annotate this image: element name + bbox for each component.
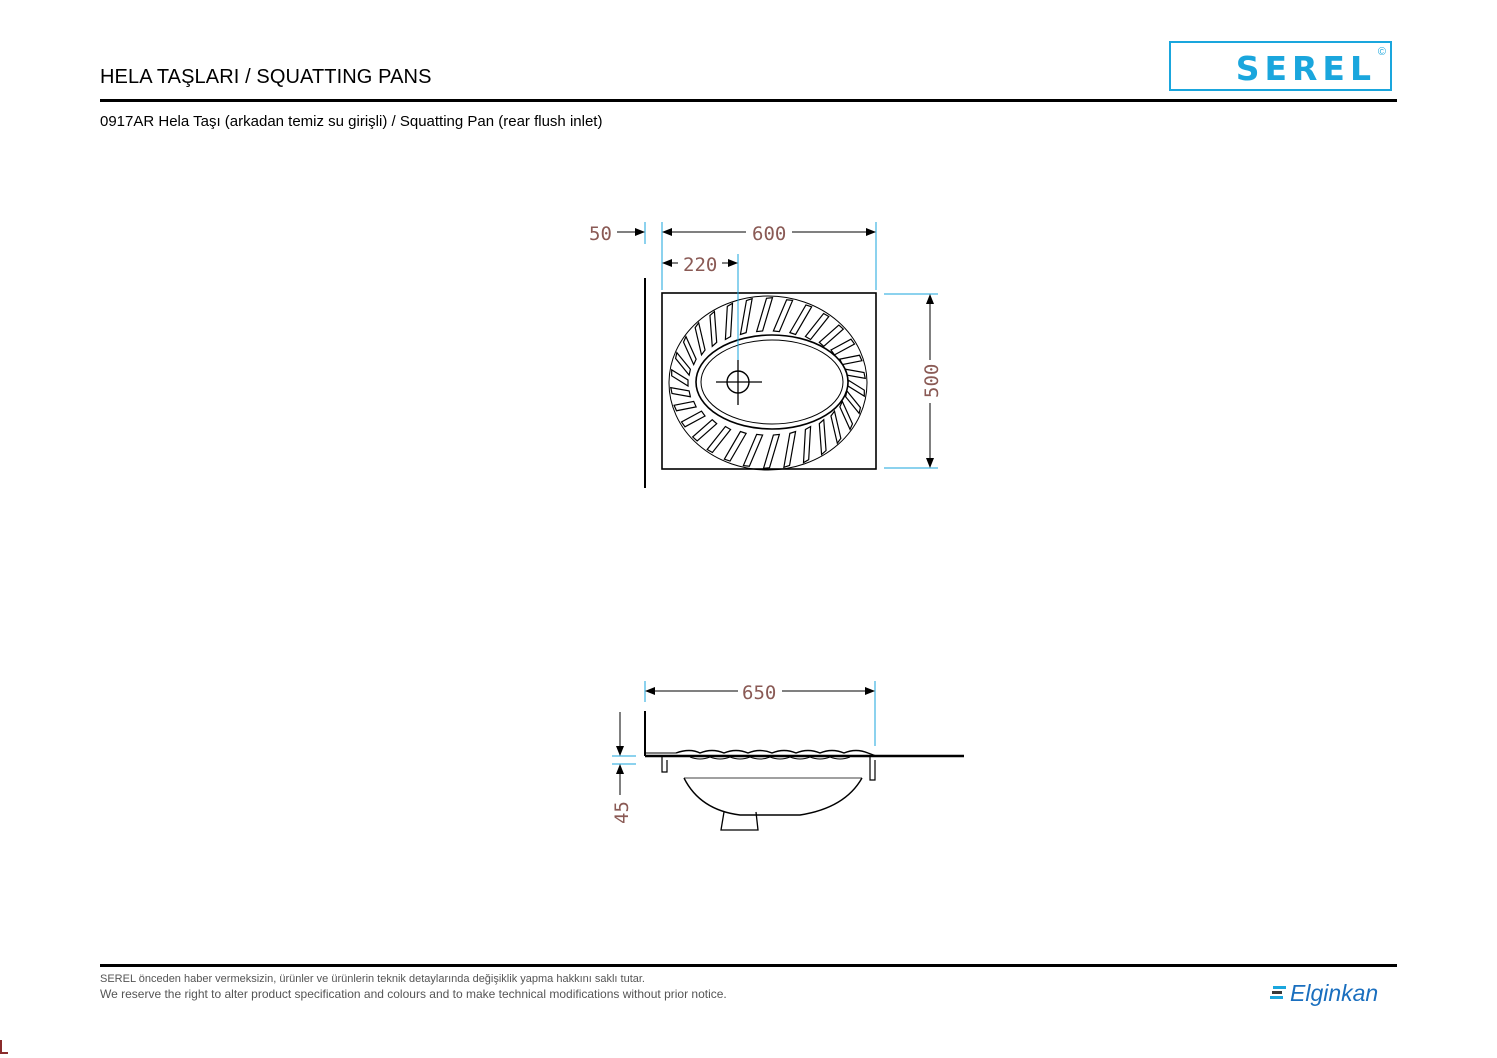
rib (831, 411, 841, 443)
dim-length: 650 (742, 682, 777, 704)
rib (790, 305, 812, 335)
corner-crop-mark (0, 1040, 8, 1054)
rib (846, 369, 866, 378)
rib (819, 420, 826, 455)
page-title: HELA TAŞLARI / SQUATTING PANS (100, 66, 432, 88)
rib (831, 339, 855, 355)
logo-text: SEREL (1235, 49, 1376, 88)
rib (725, 303, 732, 339)
footer-rule (100, 964, 1397, 967)
product-subtitle: 0917AR Hela Taşı (arkadan temiz su girişli) / Squatting Pan (rear flush inlet) (100, 113, 603, 130)
rib (693, 420, 717, 441)
rib (676, 353, 691, 376)
dim-height: 45 (611, 801, 633, 824)
dim-drain: 220 (683, 254, 718, 276)
top-view (589, 222, 943, 488)
rib (671, 388, 691, 397)
rib (805, 314, 828, 340)
rib (840, 355, 862, 364)
rib (848, 380, 864, 396)
rib (707, 427, 730, 453)
rib (684, 337, 697, 365)
rib (743, 434, 762, 466)
rib (803, 427, 810, 463)
footer-note-en: We reserve the right to alter product specification and colours and to make technical modifications without prior notice. (100, 987, 727, 1001)
dim-depth: 500 (921, 363, 943, 398)
rib (784, 432, 796, 468)
rib (846, 391, 861, 414)
rib (695, 323, 705, 355)
side-view (611, 681, 964, 830)
rib (672, 370, 688, 386)
rib (840, 401, 853, 429)
rib (740, 299, 752, 335)
footer-note-tr: SEREL önceden haber vermeksizin, ürünler ve ürünlerin teknik detaylarında değişiklik yapma hakkını saklı tutar. (100, 973, 645, 985)
rib (819, 325, 843, 346)
dim-offset: 50 (589, 223, 612, 245)
rib (764, 434, 780, 468)
rib (757, 298, 773, 332)
rib (773, 300, 792, 332)
rib (674, 401, 696, 410)
dim-width: 600 (752, 223, 787, 245)
elginkan-text: Elginkan (1290, 980, 1379, 1006)
elginkan-mark-icon (1270, 986, 1286, 1000)
rib (724, 432, 746, 462)
rib (710, 311, 717, 346)
rib (681, 411, 705, 427)
logo-registered-mark: © (1377, 46, 1386, 58)
